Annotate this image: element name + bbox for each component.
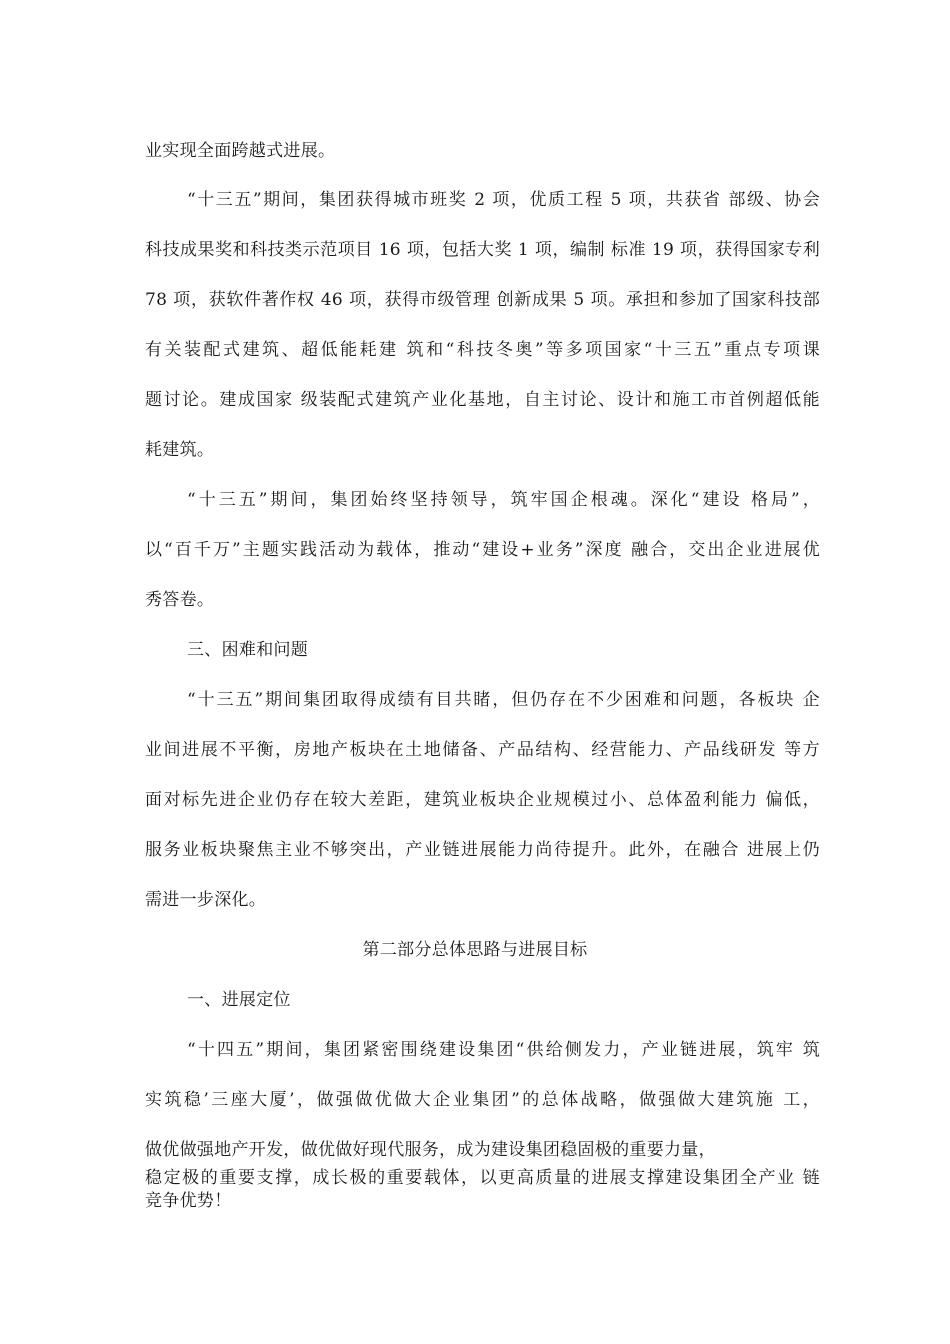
paragraph-line: 面对标先进企业仍存在较大差距，建筑业板块企业规模过小、总体盈利能力 偏低， bbox=[145, 790, 820, 810]
paragraph-line: “十四五”期间，集团紧密围绕建设集团“供给侧发力，产业链进展，筑牢 筑 bbox=[187, 1040, 820, 1060]
paragraph-line: 竞争优势！ bbox=[145, 1191, 232, 1211]
paragraph-line: 服务业板块聚焦主业不够突出，产业链进展能力尚待提升。此外，在融合 进展上仍 bbox=[145, 840, 820, 860]
paragraph-line: 以“百千万”主题实践活动为载体，推动“建设+业务”深度 融合，交出企业进展优 bbox=[145, 540, 820, 560]
paragraph-line: 题讨论。建成国家 级装配式建筑产业化基地，自主讨论、设计和施工市首例超低能 bbox=[145, 390, 820, 410]
paragraph-line: 业实现全面跨越式进展。 bbox=[145, 141, 336, 161]
paragraph-line: 需进一步深化。 bbox=[145, 890, 267, 910]
paragraph-line: 做优做强地产开发，做优做好现代服务，成为建设集团稳固极的重要力量， bbox=[145, 1140, 716, 1160]
paragraph-line: 秀答卷。 bbox=[145, 590, 215, 610]
section-heading: 一、进展定位 bbox=[187, 990, 291, 1010]
section-heading: 三、困难和问题 bbox=[187, 640, 309, 660]
paragraph-line: 有关装配式建筑、超低能耗建 筑和“科技冬奥”等多项国家“十三五”重点专项课 bbox=[145, 340, 820, 360]
paragraph-line: 实筑稳’三座大厦’，做强做优做大企业集团”的总体战略，做强做大建筑施 工， bbox=[145, 1090, 820, 1110]
paragraph-line: “十三五”期间，集团获得城市班奖 2 项，优质工程 5 项，共获省 部级、协会 bbox=[187, 190, 820, 210]
part-title: 第二部分总体思路与进展目标 bbox=[362, 940, 588, 960]
paragraph-line: 业间进展不平衡，房地产板块在土地储备、产品结构、经营能力、产品线研发 等方 bbox=[145, 740, 820, 760]
paragraph-line: “十三五”期间集团取得成绩有目共睹，但仍存在不少困难和问题，各板块 企 bbox=[187, 690, 820, 710]
paragraph-line: 稳定极的重要支撑，成长极的重要载体，以更高质量的进展支撑建设集团全产业 链 bbox=[145, 1168, 820, 1188]
paragraph-line: “十三五”期间，集团始终坚持领导，筑牢国企根魂。深化“建设 格局”， bbox=[187, 490, 820, 510]
paragraph-line: 耗建筑。 bbox=[145, 440, 215, 460]
paragraph-line: 科技成果奖和科技类示范项目 16 项，包括大奖 1 项，编制 标准 19 项，获得国家专利 bbox=[145, 240, 820, 260]
paragraph-line: 78 项，获软件著作权 46 项，获得市级管理 创新成果 5 项。承担和参加了国家科技部 bbox=[145, 290, 820, 310]
